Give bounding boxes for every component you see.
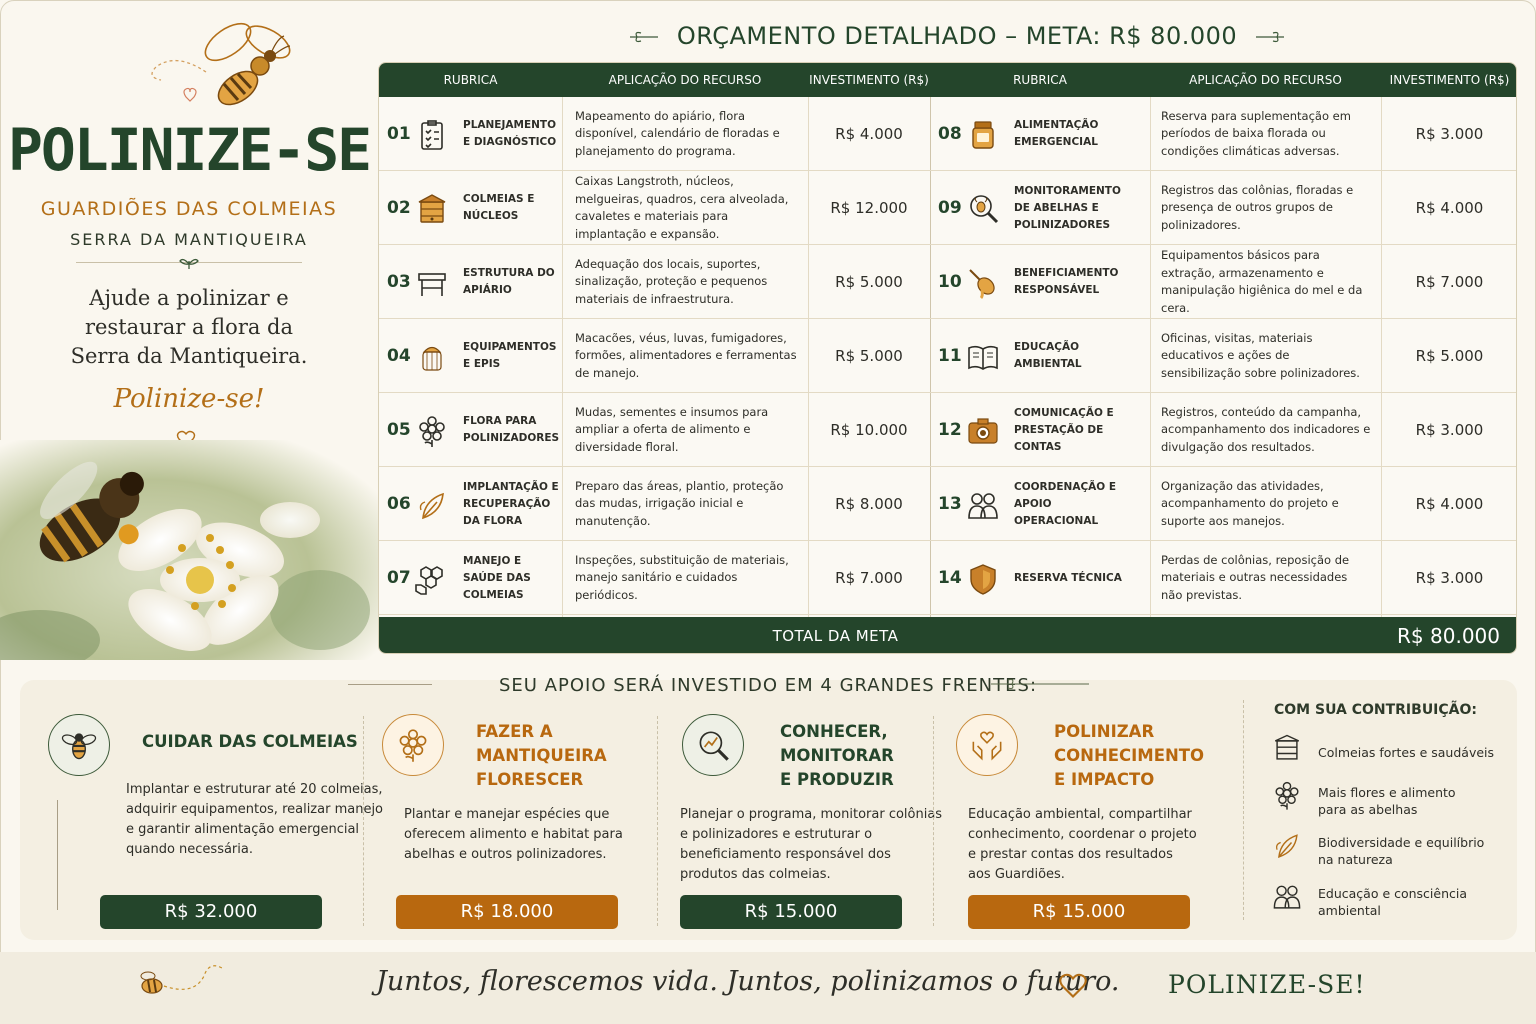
camera-icon: [966, 414, 1000, 448]
footer-slogan: Juntos, florescemos vida. Juntos, polinizamos o futuro.: [376, 966, 1120, 997]
row-number: 01: [387, 124, 411, 144]
row-value: R$ 5.000: [835, 273, 903, 291]
row-label: MONITORAMENTO DE ABELHAS E POLINIZADORES: [1014, 184, 1121, 231]
row-description: Oficinas, visitas, materiais educativos e ações de sensibilização sobre polinizadores.: [1161, 330, 1360, 380]
row-number: 07: [387, 568, 411, 588]
row-description: Registros, conteúdo da campanha, acompanhamento dos indicadores e divulgação dos resultados.: [1161, 404, 1371, 454]
row-label: MANEJO E SAÚDE DAS COLMEIAS: [463, 554, 531, 601]
row-number: 08: [938, 124, 962, 144]
brand-region: SERRA DA MANTIQUEIRA: [70, 230, 308, 249]
book-icon: [966, 340, 1000, 374]
script-tagline: Polinize-se!: [113, 384, 265, 414]
table-row: [930, 541, 1517, 615]
hands-heart-icon: [956, 714, 1018, 776]
bee-flight-icon: [134, 956, 234, 1006]
contribution-item: [1270, 883, 1510, 923]
header-aplicacao: APLICAÇÃO DO RECURSO: [1189, 73, 1342, 87]
honey-dipper-icon: [966, 266, 1000, 300]
contribution-text: Mais flores e alimento para as abelhas: [1318, 785, 1456, 817]
total-row: [379, 617, 1517, 654]
row-label: COLMEIAS E NÚCLEOS: [463, 193, 535, 222]
row-label: RESERVA TÉCNICA: [1014, 571, 1122, 584]
clipboard-icon: [415, 118, 449, 152]
front-title: CONHECER, MONITORAR E PRODUZIR: [780, 722, 894, 789]
stand-icon: [415, 266, 449, 300]
table-row: [379, 245, 930, 319]
table-row: [930, 467, 1517, 541]
row-value: R$ 4.000: [1415, 199, 1484, 217]
front-description: Plantar e manejar espécies que oferecem alimento e habitat para abelhas e outros polinizadores.: [404, 807, 623, 862]
honeycomb-icon: [415, 562, 449, 596]
row-label: EQUIPAMENTOS E EPIS: [463, 341, 557, 370]
row-description: Equipamentos básicos para extração, armazenamento e manipulação higiênica do mel e da cera.: [1161, 248, 1363, 315]
row-label: IMPLANTAÇÃO E RECUPERAÇÃO DA FLORA: [463, 480, 559, 527]
people-icon: [966, 488, 1000, 522]
table-row: [379, 393, 930, 467]
total-value: R$ 80.000: [1397, 624, 1500, 648]
table-row: [379, 467, 930, 541]
front-value-badge: R$ 15.000: [968, 895, 1190, 929]
people-icon: [1272, 881, 1303, 915]
row-label: ALIMENTAÇÃO EMERGENCIAL: [1014, 119, 1099, 148]
divider: [363, 716, 364, 926]
budget-table: [378, 62, 1517, 654]
row-number: 13: [938, 494, 962, 514]
front-description: Planejar o programa, monitorar colônias e polinizadores e estruturar o beneficiamento responsável dos produtos das colmeias.: [680, 807, 943, 882]
flower-icon: [382, 714, 444, 776]
table-row: [930, 97, 1517, 171]
contribution-text: Colmeias fortes e saudáveis: [1318, 745, 1495, 760]
row-number: 09: [938, 198, 962, 218]
row-description: Preparo das áreas, plantio, proteção das mudas, irrigação inicial e manutenção.: [575, 478, 784, 528]
leaf-icon: [415, 488, 449, 522]
contribution-item: [1270, 832, 1510, 872]
row-value: R$ 3.000: [1415, 569, 1484, 587]
row-number: 10: [938, 272, 962, 292]
front-value-badge: R$ 18.000: [396, 895, 618, 929]
beehive-box-icon: [415, 192, 449, 226]
divider: [933, 716, 934, 926]
row-value: R$ 8.000: [835, 495, 903, 513]
header-aplicacao: APLICAÇÃO DO RECURSO: [608, 73, 762, 87]
header-investimento: INVESTIMENTO (R$): [809, 73, 929, 87]
bee-icon: [48, 714, 110, 776]
leaf-icon: [1272, 830, 1303, 864]
row-label: PLANEJAMENTO E DIAGNÓSTICO: [463, 119, 557, 148]
table-row: [930, 171, 1517, 245]
flower-icon: [1272, 780, 1303, 814]
row-label: BENEFICIAMENTO RESPONSÁVEL: [1014, 267, 1119, 296]
veil-hat-icon: [415, 340, 449, 374]
row-number: 14: [938, 568, 962, 588]
divider: [1243, 700, 1244, 920]
flower-icon: [415, 414, 449, 448]
magnifier-bee-icon: [966, 192, 1000, 226]
row-description: Reserva para suplementação em períodos de baixa florada ou condições climáticas adversas.: [1161, 108, 1351, 158]
contribution-title: COM SUA CONTRIBUIÇÃO:: [1274, 702, 1477, 718]
bee-on-flower-photo: [0, 440, 378, 660]
row-number: 05: [387, 420, 411, 440]
total-label: TOTAL DA META: [772, 627, 899, 645]
table-row: [379, 171, 930, 245]
row-label: ESTRUTURA DO APIÁRIO: [463, 267, 555, 296]
ornament-right-icon: [990, 677, 1090, 691]
row-number: 04: [387, 346, 411, 366]
sprout-icon: [178, 255, 200, 271]
front-description: Educação ambiental, compartilhar conhecimento, coordenar o projeto e prestar contas dos resultados aos Guardiões.: [968, 807, 1197, 882]
ornament-right-icon: [1255, 30, 1285, 44]
header-rubrica: RUBRICA: [1013, 73, 1067, 87]
honey-jar-icon: [966, 118, 1000, 152]
row-value: R$ 4.000: [1415, 495, 1484, 513]
table-row: [379, 541, 930, 615]
contribution-text: Educação e consciência ambiental: [1318, 886, 1468, 918]
divider: [57, 800, 58, 910]
row-value: R$ 7.000: [835, 569, 903, 587]
brand-title: POLINIZE-SE: [7, 116, 371, 184]
table-row: [379, 319, 930, 393]
row-number: 12: [938, 420, 962, 440]
row-description: Organização das atividades, acompanhamento do projeto e suporte aos manejos.: [1161, 478, 1339, 528]
row-label: FLORA PARA POLINIZADORES: [463, 415, 560, 444]
front-value-badge: R$ 32.000: [100, 895, 322, 929]
row-value: R$ 5.000: [835, 347, 903, 365]
front-description: Implantar e estruturar até 20 colmeias, adquirir equipamentos, realizar manejo e garantir alimentação emergencial quando necessária.: [126, 782, 384, 857]
fronts-title: SEU APOIO SERÁ INVESTIDO EM 4 GRANDES FRENTES:: [498, 675, 1038, 696]
row-label: COORDENAÇÃO E APOIO OPERACIONAL: [1014, 480, 1117, 527]
divider: [657, 716, 658, 926]
row-number: 03: [387, 272, 411, 292]
row-value: R$ 3.000: [1415, 421, 1484, 439]
row-description: Mapeamento do apiário, flora disponível, calendário de floradas e planejamento do programa.: [575, 108, 780, 158]
row-number: 06: [387, 494, 411, 514]
row-value: R$ 10.000: [830, 421, 908, 439]
heart-icon: [1058, 972, 1088, 1000]
magnifier-chart-icon: [682, 714, 744, 776]
row-number: 11: [938, 346, 962, 366]
table-row: [930, 393, 1517, 467]
row-value: R$ 3.000: [1415, 125, 1484, 143]
tagline: Ajude a polinizar e restaurar a flora da Serra da Mantiqueira.: [70, 286, 308, 368]
row-label: EDUCAÇÃO AMBIENTAL: [1014, 341, 1082, 370]
table-row: [930, 319, 1517, 393]
front-title: CUIDAR DAS COLMEIAS: [142, 732, 358, 751]
table-row: [930, 245, 1517, 319]
header-rubrica: RUBRICA: [443, 73, 498, 87]
contribution-text: Biodiversidade e equilíbrio na natureza: [1318, 835, 1485, 867]
ornament-left-icon: [629, 30, 659, 44]
row-value: R$ 5.000: [1415, 347, 1484, 365]
front-value-badge: R$ 15.000: [680, 895, 902, 929]
front-title: POLINIZAR CONHECIMENTO E IMPACTO: [1054, 722, 1205, 789]
front-title: FAZER A MANTIQUEIRA FLORESCER: [476, 722, 607, 789]
budget-title: ORÇAMENTO DETALHADO – META: R$ 80.000: [378, 22, 1536, 50]
table-row: [379, 97, 930, 171]
row-value: R$ 4.000: [835, 125, 903, 143]
brand-subtitle: GUARDIÕES DAS COLMEIAS: [40, 198, 338, 220]
row-description: Macacões, véus, luvas, fumigadores, formões, alimentadores e ferramentas de manejo.: [575, 330, 797, 380]
row-label: COMUNICAÇÃO E PRESTAÇÃO DE CONTAS: [1014, 406, 1114, 453]
footer-brand: POLINIZE-SE!: [1168, 970, 1366, 999]
row-description: Caixas Langstroth, núcleos, melgueiras, quadros, cera alveolada, cavaletes e materiais para implantação e expansão.: [575, 174, 789, 241]
brand-panel: [0, 0, 378, 660]
table-header: [379, 63, 1517, 97]
row-description: Registros das colônias, floradas e presença de outros grupos de polinizadores.: [1161, 182, 1354, 232]
row-description: Adequação dos locais, suportes, sinalização, proteção e pequenos materiais de infraestrutura.: [575, 256, 768, 306]
flight-path-icon: [146, 52, 216, 112]
header-investimento: INVESTIMENTO (R$): [1389, 73, 1510, 87]
contribution-item: [1270, 734, 1510, 774]
row-description: Mudas, sementes e insumos para ampliar a oferta de alimento e diversidade floral.: [575, 404, 769, 454]
row-number: 02: [387, 198, 411, 218]
row-description: Perdas de colônias, reposição de materiais e outras necessidades não previstas.: [1161, 552, 1350, 602]
contribution-item: [1270, 782, 1510, 822]
shield-icon: [966, 562, 1000, 596]
beehive-icon: [1272, 732, 1303, 766]
row-value: R$ 12.000: [830, 199, 908, 217]
row-value: R$ 7.000: [1415, 273, 1484, 291]
row-description: Inspeções, substituição de materiais, manejo sanitário e cuidados periódicos.: [575, 552, 789, 602]
